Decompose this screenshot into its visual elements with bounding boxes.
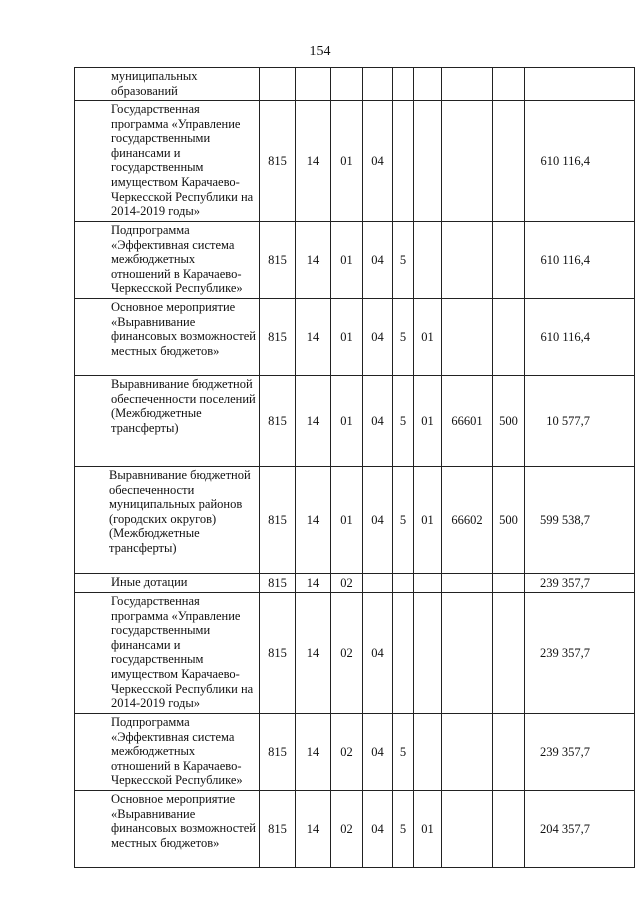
cell-amount: 239 357,7	[525, 574, 635, 593]
cell-direction	[442, 222, 493, 299]
cell-expense-type	[493, 222, 525, 299]
cell-program: 04	[363, 101, 393, 222]
cell-amount: 610 116,4	[525, 222, 635, 299]
cell-section: 14	[296, 299, 331, 376]
cell-amount: 610 116,4	[525, 101, 635, 222]
cell-admin: 815	[260, 376, 296, 467]
cell-subsection	[331, 68, 363, 101]
cell-admin: 815	[260, 714, 296, 791]
cell-program: 04	[363, 376, 393, 467]
cell-subprogram	[393, 593, 414, 714]
cell-subprogram	[393, 574, 414, 593]
cell-subprogram: 5	[393, 714, 414, 791]
cell-program: 04	[363, 299, 393, 376]
cell-admin: 815	[260, 791, 296, 868]
cell-expense-type	[493, 791, 525, 868]
row-name: Основное мероприятие «Выравнивание финансовых возможностей местных бюджетов»	[75, 299, 260, 376]
table-row	[75, 101, 635, 222]
cell-subprogram: 5	[393, 467, 414, 574]
cell-admin: 815	[260, 299, 296, 376]
cell-admin	[260, 68, 296, 101]
table-row	[75, 714, 635, 791]
cell-program: 04	[363, 791, 393, 868]
cell-event: 01	[414, 467, 442, 574]
cell-direction	[442, 101, 493, 222]
cell-amount	[525, 68, 635, 101]
cell-event	[414, 593, 442, 714]
cell-program	[363, 68, 393, 101]
table-row	[75, 222, 635, 299]
cell-amount: 204 357,7	[525, 791, 635, 868]
cell-amount: 10 577,7	[525, 376, 635, 467]
cell-subprogram: 5	[393, 791, 414, 868]
cell-subsection: 01	[331, 467, 363, 574]
cell-admin: 815	[260, 574, 296, 593]
cell-subsection: 01	[331, 101, 363, 222]
cell-direction: 66601	[442, 376, 493, 467]
cell-subprogram: 5	[393, 299, 414, 376]
cell-event: 01	[414, 376, 442, 467]
cell-direction	[442, 791, 493, 868]
cell-section: 14	[296, 222, 331, 299]
cell-program: 04	[363, 593, 393, 714]
cell-direction	[442, 68, 493, 101]
row-name: Основное мероприятие «Выравнивание финансовых возможностей местных бюджетов»	[75, 791, 260, 868]
row-name: Подпрограмма «Эффективная система межбюджетных отношений в Карачаево-Черкесской Республике»	[75, 714, 260, 791]
cell-section	[296, 68, 331, 101]
row-name: Выравнивание бюджетной обеспеченности поселений (Межбюджетные трансферты)	[75, 376, 260, 467]
cell-direction	[442, 299, 493, 376]
table-row	[75, 791, 635, 868]
cell-subsection: 02	[331, 593, 363, 714]
table-row	[75, 299, 635, 376]
cell-expense-type: 500	[493, 467, 525, 574]
row-name: Выравнивание бюджетной обеспеченности муниципальных районов (городских округов) (Межбюджетные трансферты)	[75, 467, 260, 574]
row-name: Подпрограмма «Эффективная система межбюджетных отношений в Карачаево-Черкесской Республике»	[75, 222, 260, 299]
cell-event	[414, 714, 442, 791]
cell-program: 04	[363, 222, 393, 299]
cell-expense-type	[493, 574, 525, 593]
cell-subprogram	[393, 101, 414, 222]
cell-section: 14	[296, 593, 331, 714]
cell-amount: 599 538,7	[525, 467, 635, 574]
cell-event: 01	[414, 299, 442, 376]
cell-event	[414, 222, 442, 299]
cell-program: 04	[363, 714, 393, 791]
cell-subprogram: 5	[393, 376, 414, 467]
table-row	[75, 68, 635, 101]
cell-direction	[442, 593, 493, 714]
cell-admin: 815	[260, 101, 296, 222]
table-row	[75, 376, 635, 467]
table-row	[75, 467, 635, 574]
cell-event	[414, 101, 442, 222]
table-row	[75, 593, 635, 714]
cell-expense-type: 500	[493, 376, 525, 467]
row-name: Государственная программа «Управление государственными финансами и государственным имуществом Карачаево-Черкесской Республики на 2014-2019 годы»	[75, 101, 260, 222]
cell-event	[414, 68, 442, 101]
cell-subsection: 02	[331, 714, 363, 791]
cell-admin: 815	[260, 222, 296, 299]
cell-direction	[442, 714, 493, 791]
cell-direction: 66602	[442, 467, 493, 574]
budget-table	[74, 67, 635, 868]
cell-event	[414, 574, 442, 593]
cell-section: 14	[296, 376, 331, 467]
cell-section: 14	[296, 714, 331, 791]
cell-subsection: 01	[331, 222, 363, 299]
cell-subprogram: 5	[393, 222, 414, 299]
cell-amount: 239 357,7	[525, 714, 635, 791]
cell-subsection: 02	[331, 574, 363, 593]
cell-subsection: 01	[331, 299, 363, 376]
cell-expense-type	[493, 101, 525, 222]
page-number: 154	[309, 44, 331, 59]
cell-expense-type	[493, 299, 525, 376]
table-row	[75, 574, 635, 593]
cell-amount: 239 357,7	[525, 593, 635, 714]
cell-expense-type	[493, 593, 525, 714]
cell-expense-type	[493, 68, 525, 101]
cell-section: 14	[296, 467, 331, 574]
cell-section: 14	[296, 574, 331, 593]
cell-subsection: 02	[331, 791, 363, 868]
cell-amount: 610 116,4	[525, 299, 635, 376]
cell-expense-type	[493, 714, 525, 791]
cell-program: 04	[363, 467, 393, 574]
cell-direction	[442, 574, 493, 593]
cell-admin: 815	[260, 467, 296, 574]
cell-section: 14	[296, 791, 331, 868]
cell-subprogram	[393, 68, 414, 101]
cell-program	[363, 574, 393, 593]
cell-event: 01	[414, 791, 442, 868]
cell-section: 14	[296, 101, 331, 222]
cell-subsection: 01	[331, 376, 363, 467]
cell-admin: 815	[260, 593, 296, 714]
row-name: Иные дотации	[75, 574, 260, 593]
row-name: Государственная программа «Управление государственными финансами и государственным имуществом Карачаево-Черкесской Республики на 2014-2019 годы»	[75, 593, 260, 714]
row-name: муниципальных образований	[75, 68, 260, 101]
